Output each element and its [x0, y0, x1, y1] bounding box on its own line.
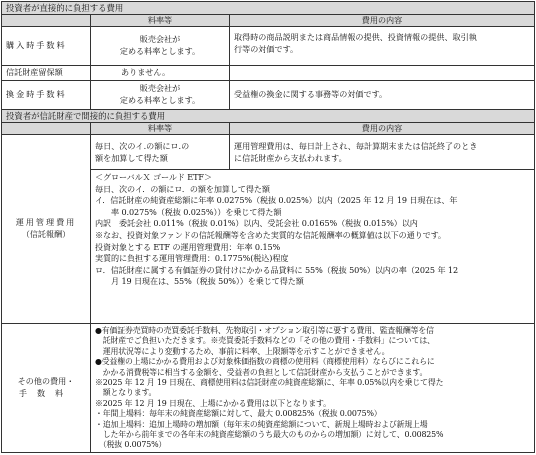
other-line-3: 運用状況等により変動するため、事前に料率、上限額等を示すことができません。 [95, 346, 390, 356]
other-line-5: かかる消費税等に相当する金額を、受益者の負担として信託財産から支払うことができます。 [95, 367, 428, 377]
direct-section-title: 投資者が直接的に負担する費用 [1, 1, 535, 15]
management-fee-rate [90, 134, 230, 170]
other-fees-label-line1: その他の費用・ [17, 376, 75, 387]
other-fees-label [1, 323, 91, 453]
other-line-6: ※2025 年 12 月 19 日現在、商標使用料は信託財産の純資産総額に、年率 0.05%以内を乗じて得た [95, 378, 444, 388]
management-fee-detail [90, 169, 535, 324]
management-fee-desc [229, 134, 535, 170]
other-line-11: した年から前年までの各年末の純資産総額のうち最大のものからの増加額）に対して、0.00825% [95, 430, 444, 440]
redemption-fee-rate-line2: 定める料率とします。 [119, 95, 201, 105]
other-fees-label-line2: 手数料 [18, 388, 74, 398]
detail-line-5: 内訳 委託会社 0.011%（税抜 0.01%）以内、受託会社 0.0165%（税抜 0.015%）以内 [95, 218, 418, 229]
col-header-rate: 料率等 [90, 14, 230, 27]
purchase-fee-desc [229, 26, 535, 66]
purchase-fee-rate-line1: 販売会社が [139, 34, 181, 45]
management-fee-rate-line1: 毎日、次のイ.の額にロ.の [95, 141, 190, 151]
redemption-fee-label: 換金時手数料 [1, 80, 91, 110]
other-line-1: ●有価証券売買時の売買委託手数料、先物取引・オプション取引等に要する費用、監査報酬等を信 [95, 326, 434, 335]
fee-table [1, 1, 535, 453]
detail-line-1: ＜グローバルＸ ゴールド ETF＞ [95, 172, 212, 182]
management-fee-desc-line2: に信託財産から支払われます。 [234, 152, 347, 163]
redemption-fee-rate-line1: 販売会社が [139, 83, 181, 94]
detail-line-2: 毎日、次のイ．の額にロ．の額を加算して得た額 [95, 183, 270, 194]
col-header-desc: 費用の内容 [229, 14, 535, 27]
detail-line-10: 月 19 日現在は、55%（税抜 50%））を乗じて得た額 [95, 276, 304, 287]
detail-line-9: ロ．信託財産に属する有価証券の貸付けにかかる品貸料に 55%（税抜 50%）以内の率（2025 年 12 [95, 264, 459, 275]
purchase-fee-rate-line2: 定める料率とします。 [119, 46, 201, 56]
management-fee-label-line1: 運用管理費用 [15, 217, 77, 228]
indirect-section-title: 投資者が信託財産で間接的に負担する費用 [1, 109, 535, 123]
other-line-9: ・年間上場料：毎年末の純資産総額に対して、最大 0.00825%（税抜 0.0075%） [95, 409, 382, 419]
other-line-8: ※2025 年 12 月 19 日現在、上場にかかる費用は以下となります。 [95, 398, 331, 408]
purchase-fee-desc-line1: 取得時の商品説明または商品情報の提供、投資情報の提供、取引執 [234, 32, 477, 42]
purchase-fee-desc-line2: 行等の対価です。 [234, 43, 299, 54]
col-header-desc-2: 費用の内容 [229, 122, 535, 135]
other-line-12: （税抜 0.0075%） [95, 440, 167, 450]
other-line-7: 額となります。 [95, 388, 157, 398]
retention-label: 信託財産留保額 [1, 65, 91, 81]
management-fee-label [1, 134, 91, 324]
management-fee-rate-line2: 額を加算して得た額 [95, 152, 168, 163]
other-fees-content [90, 323, 535, 453]
management-fee-desc-line1: 運用管理費用は、毎日計上され、毎計算期末または信託終了のとき [234, 141, 478, 151]
other-line-10: ・追加上場料：追加上場時の増加額（毎年末の純資産総額について、新規上場時および新規上場 [95, 419, 428, 429]
redemption-fee-desc: 受益権の換金に関する事務等の対価です。 [229, 80, 535, 110]
retention-desc [229, 65, 535, 81]
detail-line-8: 実質的に負担する運用管理費用：0.1775%(税込)程度 [95, 253, 289, 264]
management-fee-label-line2: （信託報酬） [21, 229, 71, 239]
detail-line-7: 投資対象とする ETF の運用管理費用：年率 0.15% [95, 241, 281, 252]
purchase-fee-label: 購入時手数料 [1, 26, 91, 66]
other-line-2: 託財産でご負担いただきます。※売買委託手数料などの「その他の費用・手数料」については、 [95, 336, 435, 346]
detail-line-4: 率 0.0275%（税抜 0.025%））を乗じて得た額 [95, 206, 282, 217]
retention-rate: ありません。 [90, 65, 230, 81]
detail-line-3: イ．信託財産の純資産総額に年率 0.0275%（税抜 0.025%）以内（2025 年 12 月 19 日現在は、年 [95, 195, 458, 206]
redemption-fee-rate [90, 80, 230, 110]
purchase-fee-rate [90, 26, 230, 66]
detail-line-6: ※なお、投資対象ファンドの信託報酬等を含めた実質的な信託報酬率の概算値は以下の通りです。 [95, 229, 446, 240]
col-header-rate-2: 料率等 [90, 122, 230, 135]
other-line-4: ●受益権の上場にかかる費用および対象株価指数の商標の使用料（商標使用料）ならびにこれらに [95, 357, 435, 367]
